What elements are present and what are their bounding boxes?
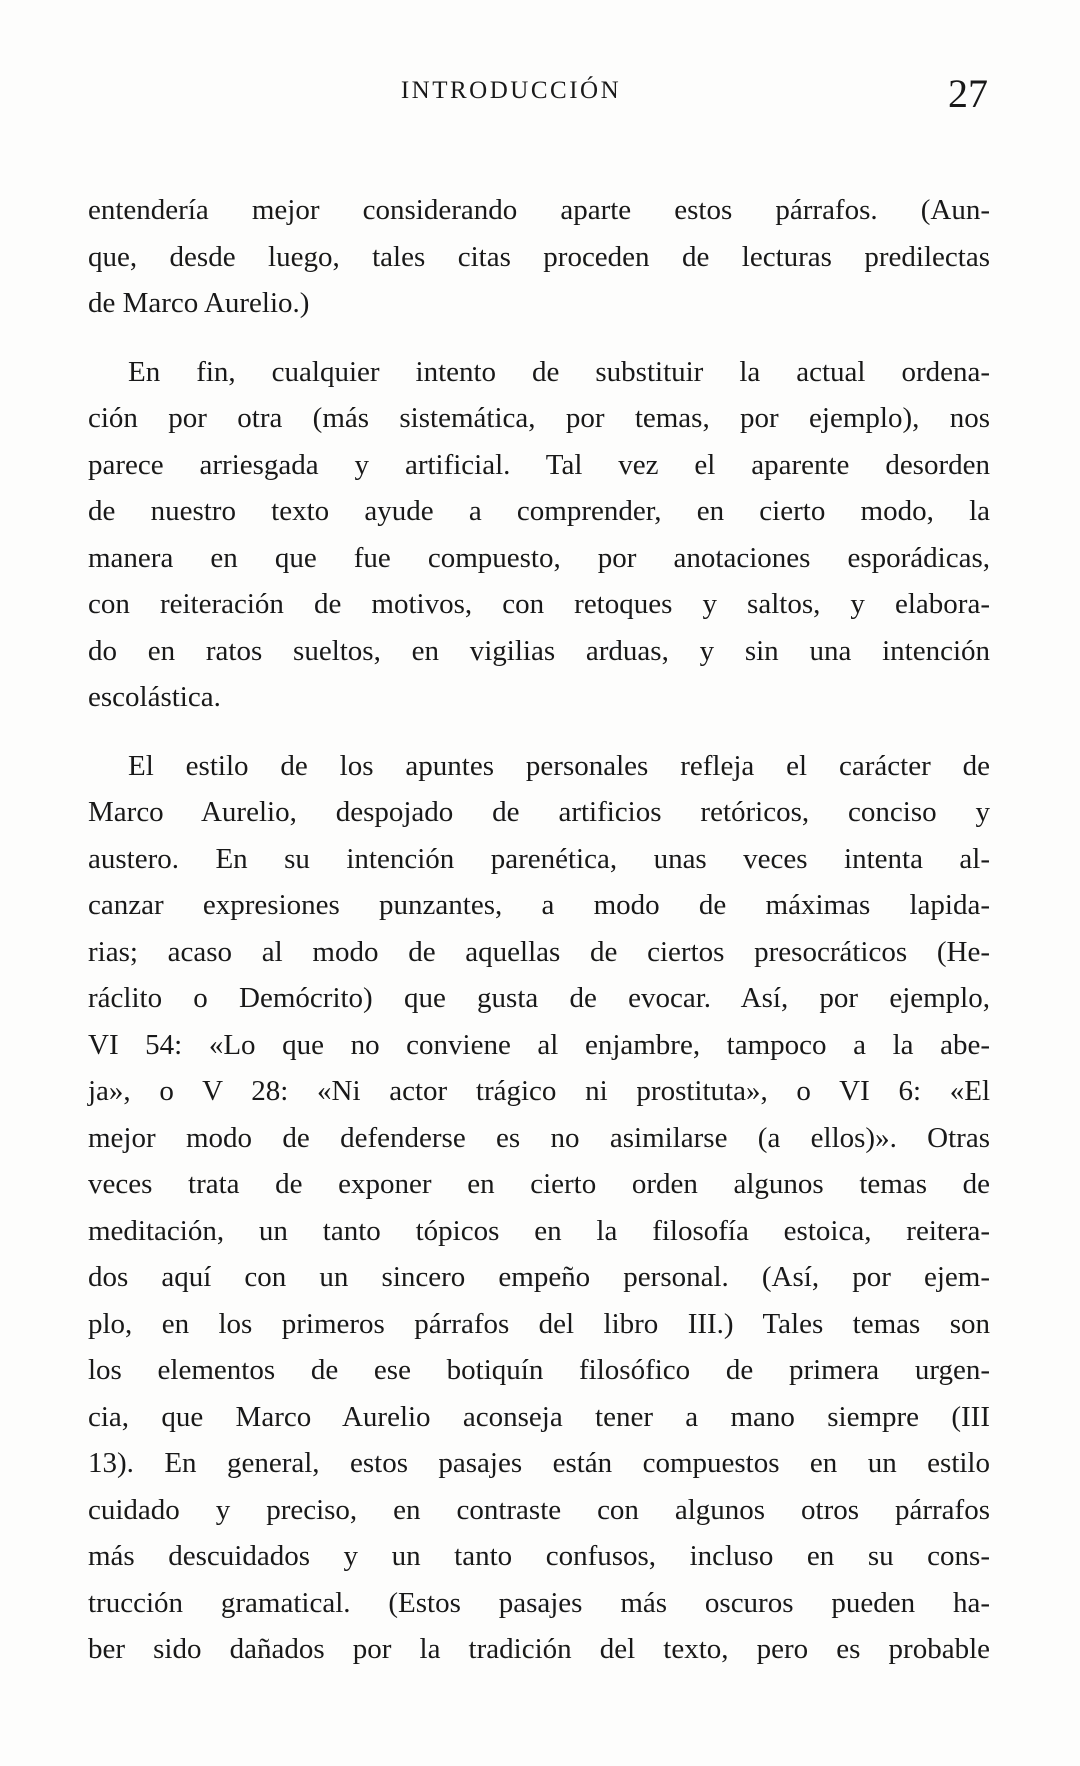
text-line: austero. En su intención parenética, unas veces intenta al- (88, 842, 990, 875)
text-line: trucción gramatical. (Estos pasajes más oscuros pueden ha- (88, 1586, 990, 1619)
text-line: que, desde luego, tales citas proceden de lecturas predilectas (88, 240, 990, 273)
running-head: INTRODUCCIÓN (400, 77, 622, 104)
text-line: 13). En general, estos pasajes están compuestos en un estilo (88, 1447, 990, 1479)
paragraph (88, 743, 990, 1673)
text-line: plo, en los primeros párrafos del libro III.) Tales temas son (88, 1307, 990, 1340)
text-line: entendería mejor considerando aparte estos párrafos. (Aun- (88, 194, 990, 226)
text-line: más descuidados y un tanto confusos, incluso en su cons- (88, 1540, 990, 1572)
text-line: ja», o V 28: «Ni actor trágico ni prostituta», o VI 6: «El (88, 1075, 990, 1107)
text-line: cia, que Marco Aurelio aconseja tener a mano siempre (III (88, 1400, 990, 1433)
text-line: mejor modo de defenderse es no asimilarse (a ellos)». Otras (88, 1121, 990, 1154)
text-line: ber sido dañados por la tradición del texto, pero es probable (88, 1633, 990, 1665)
text-line: Marco Aurelio, despojado de artificios retóricos, conciso y (88, 796, 990, 828)
text-line: dos aquí con un sincero empeño personal. (Así, por ejem- (88, 1261, 990, 1293)
body-text (88, 187, 990, 1673)
text-line: cuidado y preciso, en contraste con algunos otros párrafos (88, 1493, 990, 1526)
text-line: manera en que fue compuesto, por anotaciones esporádicas, (88, 541, 990, 574)
text-line: con reiteración de motivos, con retoques y saltos, y elabora- (88, 588, 990, 620)
paragraph (88, 187, 990, 327)
text-line: de nuestro texto ayude a comprender, en cierto modo, la (88, 495, 990, 527)
text-line: do en ratos sueltos, en vigilias arduas, y sin una intención (88, 634, 990, 667)
text-line: de Marco Aurelio.) (88, 287, 310, 319)
text-line: ción por otra (más sistemática, por temas, por ejemplo), nos (88, 402, 990, 434)
text-line: escolástica. (88, 681, 221, 713)
page-header (88, 58, 990, 116)
text-line: El estilo de los apuntes personales refleja el carácter de (128, 749, 990, 782)
text-line: veces trata de exponer en cierto orden algunos temas de (88, 1168, 990, 1200)
paragraph (88, 349, 990, 721)
text-line: VI 54: «Lo que no conviene al enjambre, tampoco a la abe- (88, 1028, 990, 1061)
text-line: meditación, un tanto tópicos en la filosofía estoica, reitera- (88, 1214, 990, 1247)
text-line: En fin, cualquier intento de substituir la actual ordena- (128, 355, 990, 388)
text-line: canzar expresiones punzantes, a modo de máximas lapida- (88, 889, 990, 921)
text-line: rias; acaso al modo de aquellas de ciertos presocráticos (He- (88, 935, 990, 968)
text-line: parece arriesgada y artificial. Tal vez el aparente desorden (88, 448, 990, 481)
page-number: 27 (948, 71, 988, 116)
text-line: los elementos de ese botiquín filosófico de primera urgen- (88, 1354, 990, 1386)
text-line: ráclito o Demócrito) que gusta de evocar. Así, por ejemplo, (88, 982, 990, 1014)
